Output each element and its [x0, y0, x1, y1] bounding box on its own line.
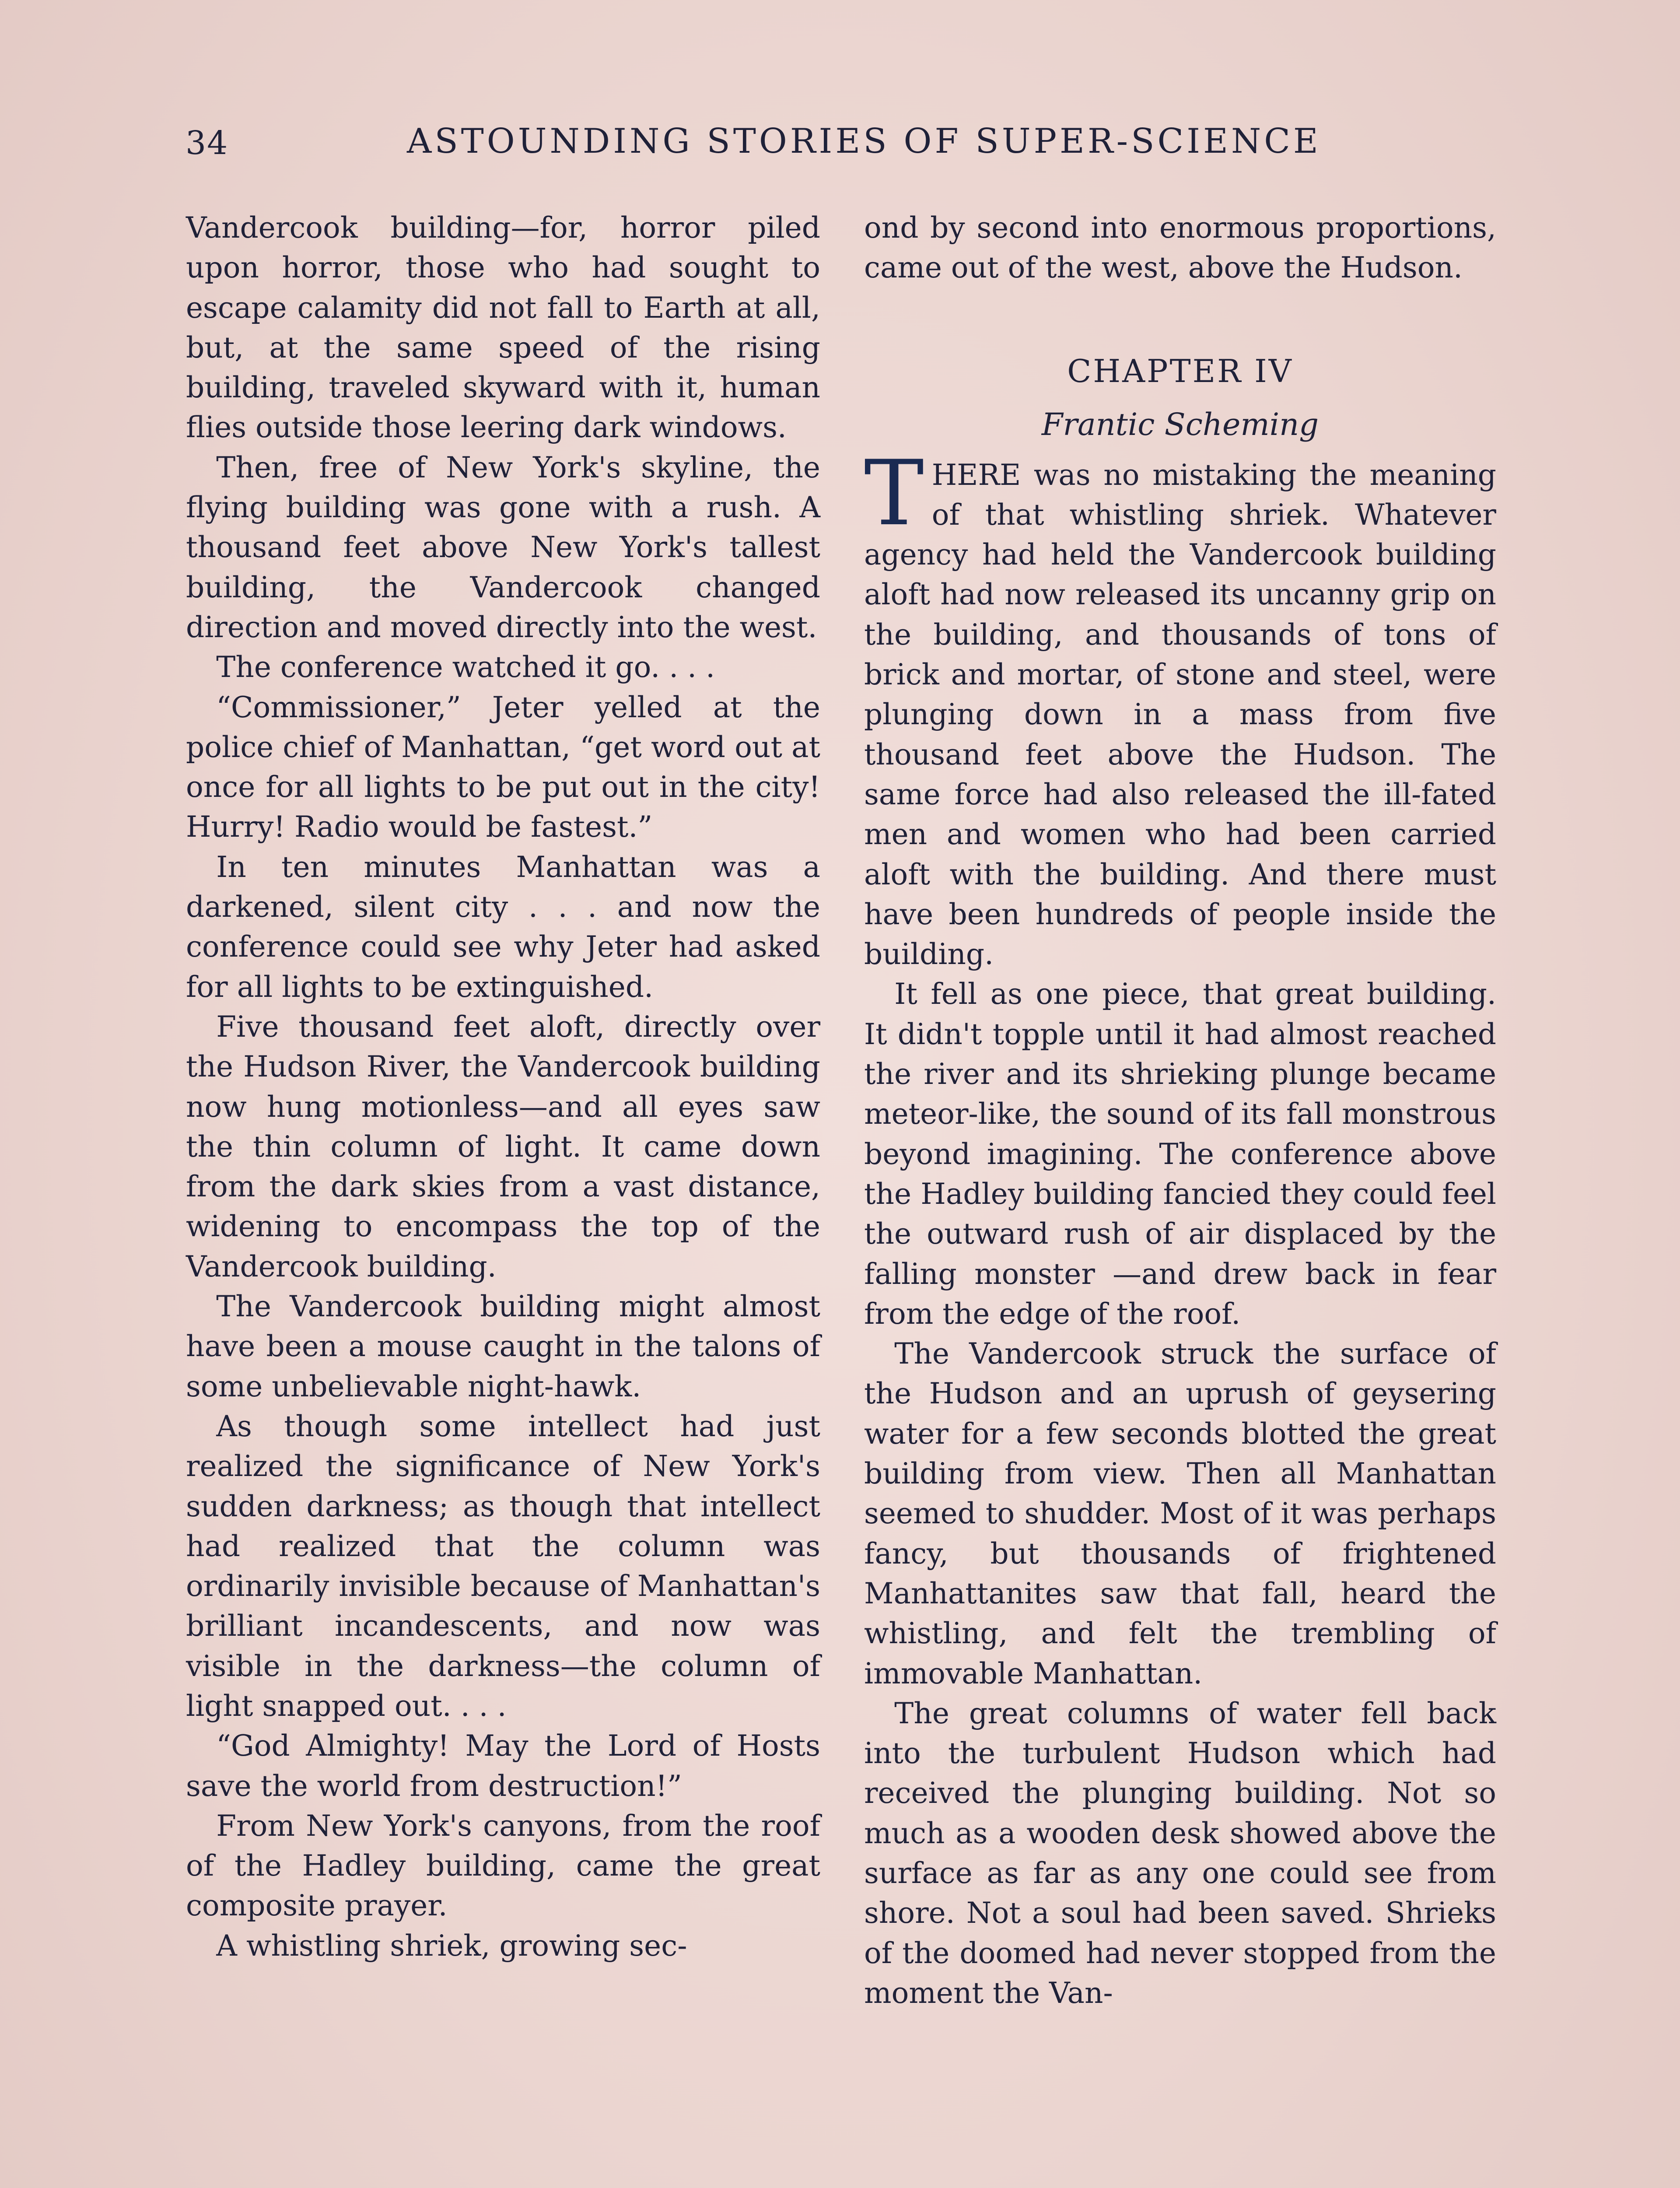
running-title: ASTOUNDING STORIES OF SUPER-SCIENCE [407, 122, 1321, 161]
paragraph: As though some intellect had just realized the significance of New York's sudden darkness; as though that intellect had realized that the column was ordinarily invisible because of Manhattan's brilliant incandescents, and now was visible in the darkness—the column of light snapped out. . . . [186, 1409, 820, 1723]
paragraph: The Vandercook struck the surface of the Hudson and an uprush of geysering water for a few seconds blotted the great building from view. Then all Manhattan seemed to shudder. Most of it was perhaps fancy, but thousands of frightened Manhattanites saw that fall, heard the whistling, and felt the trembling of immovable Manhattan. [864, 1337, 1496, 1690]
paragraph: ond by second into enormous proportions, came out of the west, above the Hudson. [864, 211, 1496, 285]
paragraph: “Commissioner,” Jeter yelled at the police chief of Manhattan, “get word out at once for all lights to be put out in the city! Hurry! Radio would be fastest.” [186, 690, 820, 844]
page-number: 34 [186, 124, 229, 162]
chapter-opening-paragraph [864, 441, 1496, 975]
paragraph: A whistling shriek, growing sec- [216, 1929, 687, 1963]
paragraph: In ten minutes Manhattan was a darkened, silent city . . . and now the conference could see why Jeter had asked for all lights to be extinguished. [186, 850, 820, 1004]
opening-text: HERE was no mistaking the meaning of that whistling shriek. Whatever agency had held the Vandercook building aloft had now released its uncanny grip on the building, and thousands of tons of brick and mortar, of stone and steel, were plunging down in a mass from five thousand feet above the Hudson. The same force had also released the ill-fated men and women who had been carried aloft with the building. And there must have been hundreds of people inside the building. [864, 458, 1496, 971]
paragraph: The Vandercook building might almost have been a mouse caught in the talons of some unbelievable night-hawk. [186, 1290, 820, 1403]
paragraph: Then, free of New York's skyline, the flying building was gone with a rush. A thousand feet above New York's tallest building, the Vandercook changed direction and moved directly into the west. [186, 450, 820, 644]
paragraph: Five thousand feet aloft, directly over the Hudson River, the Vandercook building now hung motionless—and all eyes saw the thin column of light. It came down from the dark skies from a vast distance, widening to encompass the top of the Vandercook building. [186, 1010, 820, 1283]
paragraph: “God Almighty! May the Lord of Hosts save the world from destruction!” [186, 1729, 820, 1803]
page-header [184, 122, 1330, 170]
paragraph: It fell as one piece, that great building. It didn't topple until it had almost reached the river and its shrieking plunge became meteor-like, the sound of its fall monstrous beyond imagining. The conference above the Hadley building fancied they could feel the outward rush of air displaced by the falling monster —and drew back in fear from the edge of the roof. [864, 977, 1496, 1331]
chapter-title: Frantic Scheming [1041, 406, 1319, 442]
paragraph: The conference watched it go. . . . [216, 650, 715, 684]
chapter-heading: CHAPTER IV [1067, 352, 1293, 389]
right-column [864, 208, 1496, 2013]
paragraph: The great columns of water fell back into the turbulent Hudson which had received the plunging building. Not so much as a wooden desk showed above the surface as far as any one could see from shore. Not a soul had been saved. Shrieks of the doomed had never stopped from the moment the Van- [864, 1696, 1496, 2010]
left-column [186, 208, 820, 1966]
drop-cap: T [864, 441, 924, 546]
paragraph: From New York's canyons, from the roof of the Hadley building, came the great composite prayer. [186, 1809, 820, 1923]
paragraph: Vandercook building—for, horror piled upon horror, those who had sought to escape calamity did not fall to Earth at all, but, at the same speed of the rising building, traveled skyward with it, human flies outside those leering dark windows. [186, 211, 820, 445]
